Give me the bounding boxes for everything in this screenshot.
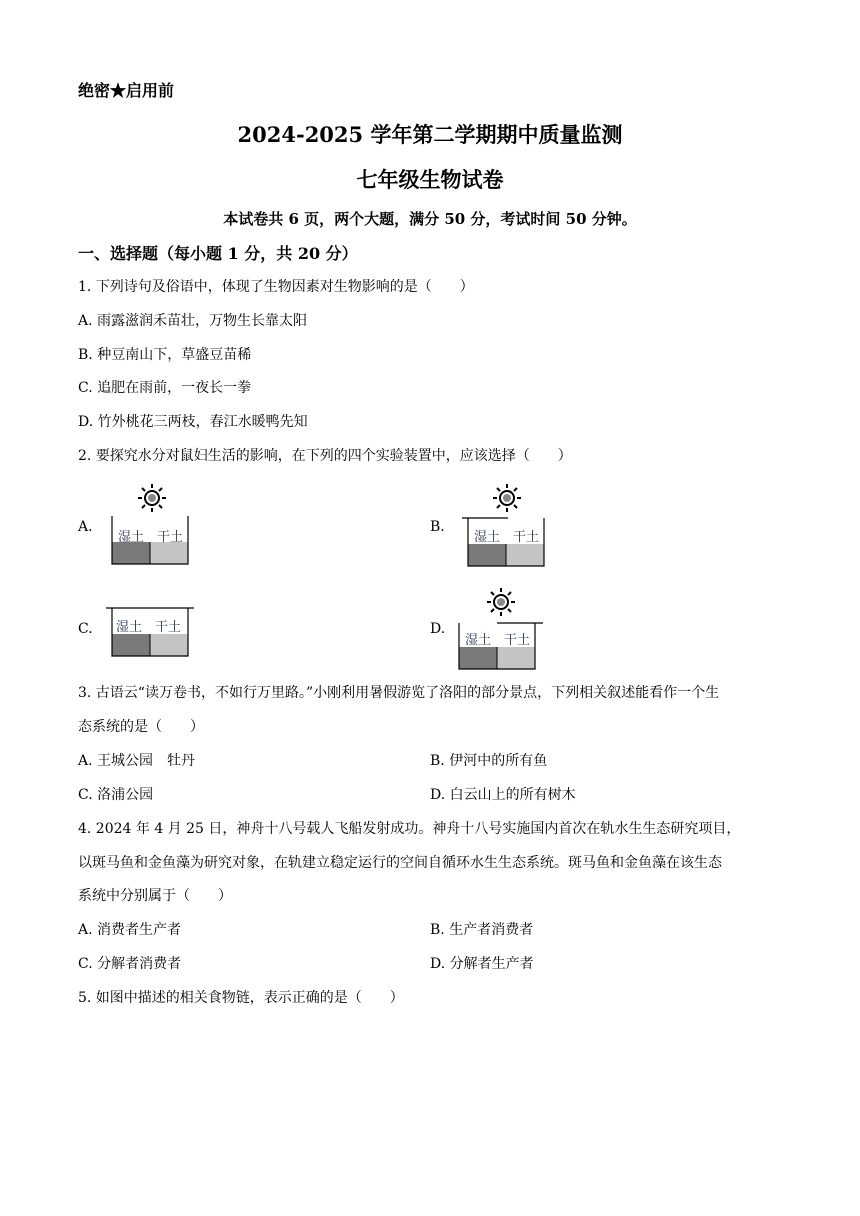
question-1-option-c: C. 追肥在雨前，一夜长一拳 bbox=[78, 380, 252, 396]
question-3-option-d: D. 白云山上的所有树木 bbox=[430, 787, 576, 803]
sun-icon bbox=[493, 484, 521, 512]
apparatus-d bbox=[455, 585, 545, 671]
apparatus-c-wet-label: 湿土 bbox=[116, 620, 143, 635]
apparatus-b bbox=[460, 482, 550, 568]
question-1-option-d: D. 竹外桃花三两枝，春江水暖鸭先知 bbox=[78, 414, 308, 430]
apparatus-d-wet-label: 湿土 bbox=[465, 633, 492, 648]
sun-icon bbox=[487, 588, 515, 616]
question-2-option-c-label: C. bbox=[78, 621, 93, 637]
question-4-option-a: A. 消费者生产者 bbox=[78, 922, 182, 938]
section-title: 一、选择题（每小题 1 分，共 20 分） bbox=[78, 244, 358, 263]
question-3-stem-line-2: 态系统的是（ ） bbox=[78, 719, 204, 735]
question-4-stem-line-1: 4. 2024 年 4 月 25 日，神舟十八号载人飞船发射成功。神舟十八号实施国内首次在轨水生生态研究项目， bbox=[78, 821, 741, 837]
question-4-stem-line-3: 系统中分别属于（ ） bbox=[78, 888, 232, 904]
question-3-option-b: B. 伊河中的所有鱼 bbox=[430, 753, 548, 769]
apparatus-a-dry-label: 干土 bbox=[157, 530, 184, 545]
exam-title: 2024-2025 学年第二学期期中质量监测 bbox=[237, 122, 623, 147]
question-4-option-c: C. 分解者消费者 bbox=[78, 956, 182, 972]
confidential-mark: 绝密★启用前 bbox=[78, 81, 175, 100]
exam-subtitle: 七年级生物试卷 bbox=[356, 167, 504, 192]
question-2-option-b-label: B. bbox=[430, 519, 445, 535]
question-5-stem: 5. 如图中描述的相关食物链，表示正确的是（ ） bbox=[78, 990, 404, 1006]
question-1-stem: 1. 下列诗句及俗语中，体现了生物因素对生物影响的是（ ） bbox=[78, 279, 474, 295]
question-1-option-a: A. 雨露滋润禾苗壮，万物生长靠太阳 bbox=[78, 313, 308, 329]
apparatus-b-dry-label: 干土 bbox=[513, 530, 540, 545]
apparatus-d-dry-label: 干土 bbox=[504, 633, 531, 648]
apparatus-a-wet-label: 湿土 bbox=[118, 530, 145, 545]
apparatus-b-wet-label: 湿土 bbox=[474, 530, 501, 545]
apparatus-a bbox=[110, 482, 194, 568]
sun-icon bbox=[138, 484, 166, 512]
question-4-option-b: B. 生产者消费者 bbox=[430, 922, 534, 938]
apparatus-c-dry-label: 干土 bbox=[155, 620, 182, 635]
question-3-option-a: A. 王城公园 牡丹 bbox=[78, 753, 196, 769]
question-4-option-d: D. 分解者生产者 bbox=[430, 956, 534, 972]
exam-notice: 本试卷共 6 页，两个大题，满分 50 分，考试时间 50 分钟。 bbox=[223, 210, 637, 228]
question-4-stem-line-2: 以斑马鱼和金鱼藻为研究对象，在轨建立稳定运行的空间自循环水生生态系统。斑马鱼和金鱼藻在该生态 bbox=[78, 855, 722, 871]
question-2-option-a-label: A. bbox=[78, 519, 93, 535]
question-3-stem-line-1: 3. 古语云“读万卷书，不如行万里路。”小刚利用暑假游览了洛阳的部分景点，下列相关叙述能看作一个生 bbox=[78, 685, 720, 701]
question-1-option-b: B. 种豆南山下，草盛豆苗稀 bbox=[78, 347, 252, 363]
question-2-option-d-label: D. bbox=[430, 621, 446, 637]
question-2-stem: 2. 要探究水分对鼠妇生活的影响，在下列的四个实验装置中，应该选择（ ） bbox=[78, 448, 572, 464]
question-3-option-c: C. 洛浦公园 bbox=[78, 787, 154, 803]
